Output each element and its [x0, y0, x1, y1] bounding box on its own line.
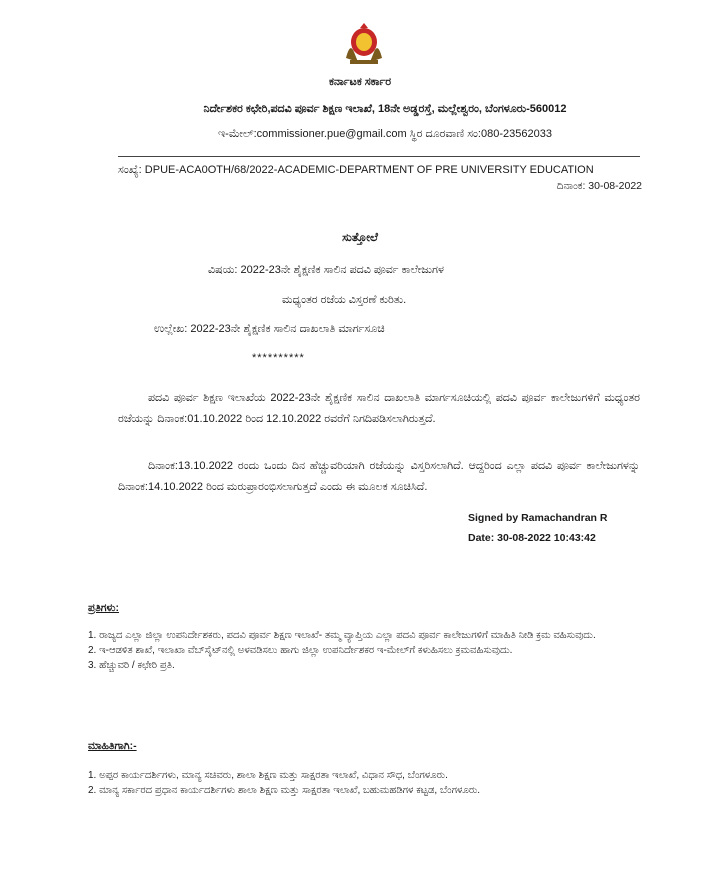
office-contact: ಇ-ಮೇಲ್:commissioner.pue@gmail.com ಸ್ಥಿರ ದೂರವಾಣಿ ಸಂ:080-23562033	[218, 128, 552, 140]
reference-line: ಉಲ್ಲೇಖ: 2022-23ನೇ ಶೈಕ್ಷಣಿಕ ಸಾಲಿನ ದಾಖಲಾತಿ ಮಾರ್ಗಸೂಚಿ	[154, 323, 385, 335]
list-item: 1. ಅಪ್ಪರ ಕಾರ್ಯದರ್ಶಿಗಳು, ಮಾನ್ಯ ಸಚಿವರು, ಶಾಲಾ ಶಿಕ್ಷಣ ಮತ್ತು ಸಾಕ್ಷರತಾ ಇಲಾಖೆ, ವಿಧಾನ ಸೌಧ, ಬೆಂಗಳೂರು.	[88, 770, 448, 781]
government-name: ಕರ್ನಾಟಕ ಸರ್ಕಾರ	[328, 76, 392, 88]
list-item: 3. ಹೆಚ್ಚುವರಿ / ಕಛೇರಿ ಪ್ರತಿ.	[88, 660, 175, 671]
list-item: 1. ರಾಜ್ಯದ ಎಲ್ಲಾ ಜಿಲ್ಲಾ ಉಪನಿರ್ದೇಶಕರು, ಪದವಿ ಪೂರ್ವ ಶಿಕ್ಷಣ ಇಲಾಖೆ- ತಮ್ಮ ವ್ಯಾಪ್ತಿಯ ಎಲ್ಲಾ ಪದವಿ ಪೂರ್ವ ಕಾಲೇಜುಗಳಿಗೆ ಮಾಹಿತಿ ನೀಡಿ ಕ್ರಮ ವಹಿಸುವುದು.	[88, 630, 596, 641]
header-divider	[118, 156, 640, 157]
signature-date: Date: 30-08-2022 10:43:42	[468, 532, 596, 544]
copies-heading: ಪ್ರತಿಗಳು:	[88, 602, 119, 614]
reference-date: ದಿನಾಂಕ: 30-08-2022	[556, 180, 642, 192]
reference-number: ಸಂಖ್ಯೆ: DPUE-ACA0OTH/68/2022-ACADEMIC-DEPARTMENT OF PRE UNIVERSITY EDUCATION	[118, 164, 594, 176]
subject-line-2: ಮಧ್ಯಂತರ ರಜೆಯ ವಿಸ್ತರಣೆ ಕುರಿತು.	[282, 294, 407, 306]
info-list	[88, 768, 648, 798]
office-address: ನಿರ್ದೇಶಕರ ಕಛೇರಿ,ಪದವಿ ಪೂರ್ವ ಶಿಕ್ಷಣ ಇಲಾಖೆ, 18ನೇ ಅಡ್ಡರಸ್ತೆ, ಮಲ್ಲೇಶ್ವರಂ, ಬೆಂಗಳೂರು-560012	[203, 103, 567, 115]
karnataka-emblem-icon	[340, 22, 388, 66]
separator-stars: **********	[252, 352, 305, 364]
copies-list	[88, 628, 648, 673]
subject-line-1: ವಿಷಯ: 2022-23ನೇ ಶೈಕ್ಷಣಿಕ ಸಾಲಿನ ಪದವಿ ಪೂರ್ವ ಕಾಲೇಜುಗಳ	[208, 264, 444, 276]
body-paragraph-2: ದಿನಾಂಕ:13.10.2022 ರಂದು ಒಂದು ದಿನ ಹೆಚ್ಚುವರಿಯಾಗಿ ರಜೆಯನ್ನು ವಿಸ್ತರಿಸಲಾಗಿದೆ. ಆದ್ದರಿಂದ ಎಲ್ಲಾ ಪದವಿ ಪೂರ್ವ ಕಾಲೇಜುಗಳನ್ನು ದಿನಾಂಕ:14.10.2022 ರಿಂದ ಮರುಪ್ರಾರಂಭಿಸಲಾಗುತ್ತದೆ ಎಂದು ಈ ಮೂಲಕ ಸೂಚಿಸಿದೆ.	[118, 460, 640, 493]
list-item: 2. ಮಾನ್ಯ ಸರ್ಕಾರದ ಪ್ರಧಾನ ಕಾರ್ಯದರ್ಶಿಗಳು ಶಾಲಾ ಶಿಕ್ಷಣ ಮತ್ತು ಸಾಕ್ಷರತಾ ಇಲಾಖೆ, ಬಹುಮಹಡಿಗಳ ಕಟ್ಟಡ, ಬೆಂಗಳೂರು.	[88, 785, 481, 796]
body-paragraph-1: ಪದವಿ ಪೂರ್ವ ಶಿಕ್ಷಣ ಇಲಾಖೆಯ 2022-23ನೇ ಶೈಕ್ಷಣಿಕ ಸಾಲಿನ ದಾಖಲಾತಿ ಮಾರ್ಗಸೂಚಿಯಲ್ಲಿ ಪದವಿ ಪೂರ್ವ ಕಾಲೇಜುಗಳಿಗೆ ಮಧ್ಯಂತರ ರಜೆಯನ್ನು ದಿನಾಂಕ:01.10.2022 ರಿಂದ 12.10.2022 ರವರೆಗೆ ನಿಗದಿಪಡಿಸಲಾಗಿರುತ್ತದೆ.	[118, 392, 640, 425]
signed-by: Signed by Ramachandran R	[468, 512, 608, 524]
info-heading: ಮಾಹಿತಿಗಾಗಿ:-	[88, 740, 137, 752]
document-title: ಸುತ್ತೋಲೆ	[342, 232, 378, 244]
list-item: 2. ಇ-ಆಡಳಿತ ಶಾಖೆ, ಇಲಾಖಾ ವೆಬ್‌ಸೈಟ್‌ನಲ್ಲಿ ಅಳವಡಿಸಲು ಹಾಗು ಜಿಲ್ಲಾ ಉಪನಿರ್ದೇಶಕರ ಇ-ಮೇಲ್‌ಗೆ ಕಳುಹಿಸಲು ಕ್ರಮವಹಿಸುವುದು.	[88, 645, 513, 656]
